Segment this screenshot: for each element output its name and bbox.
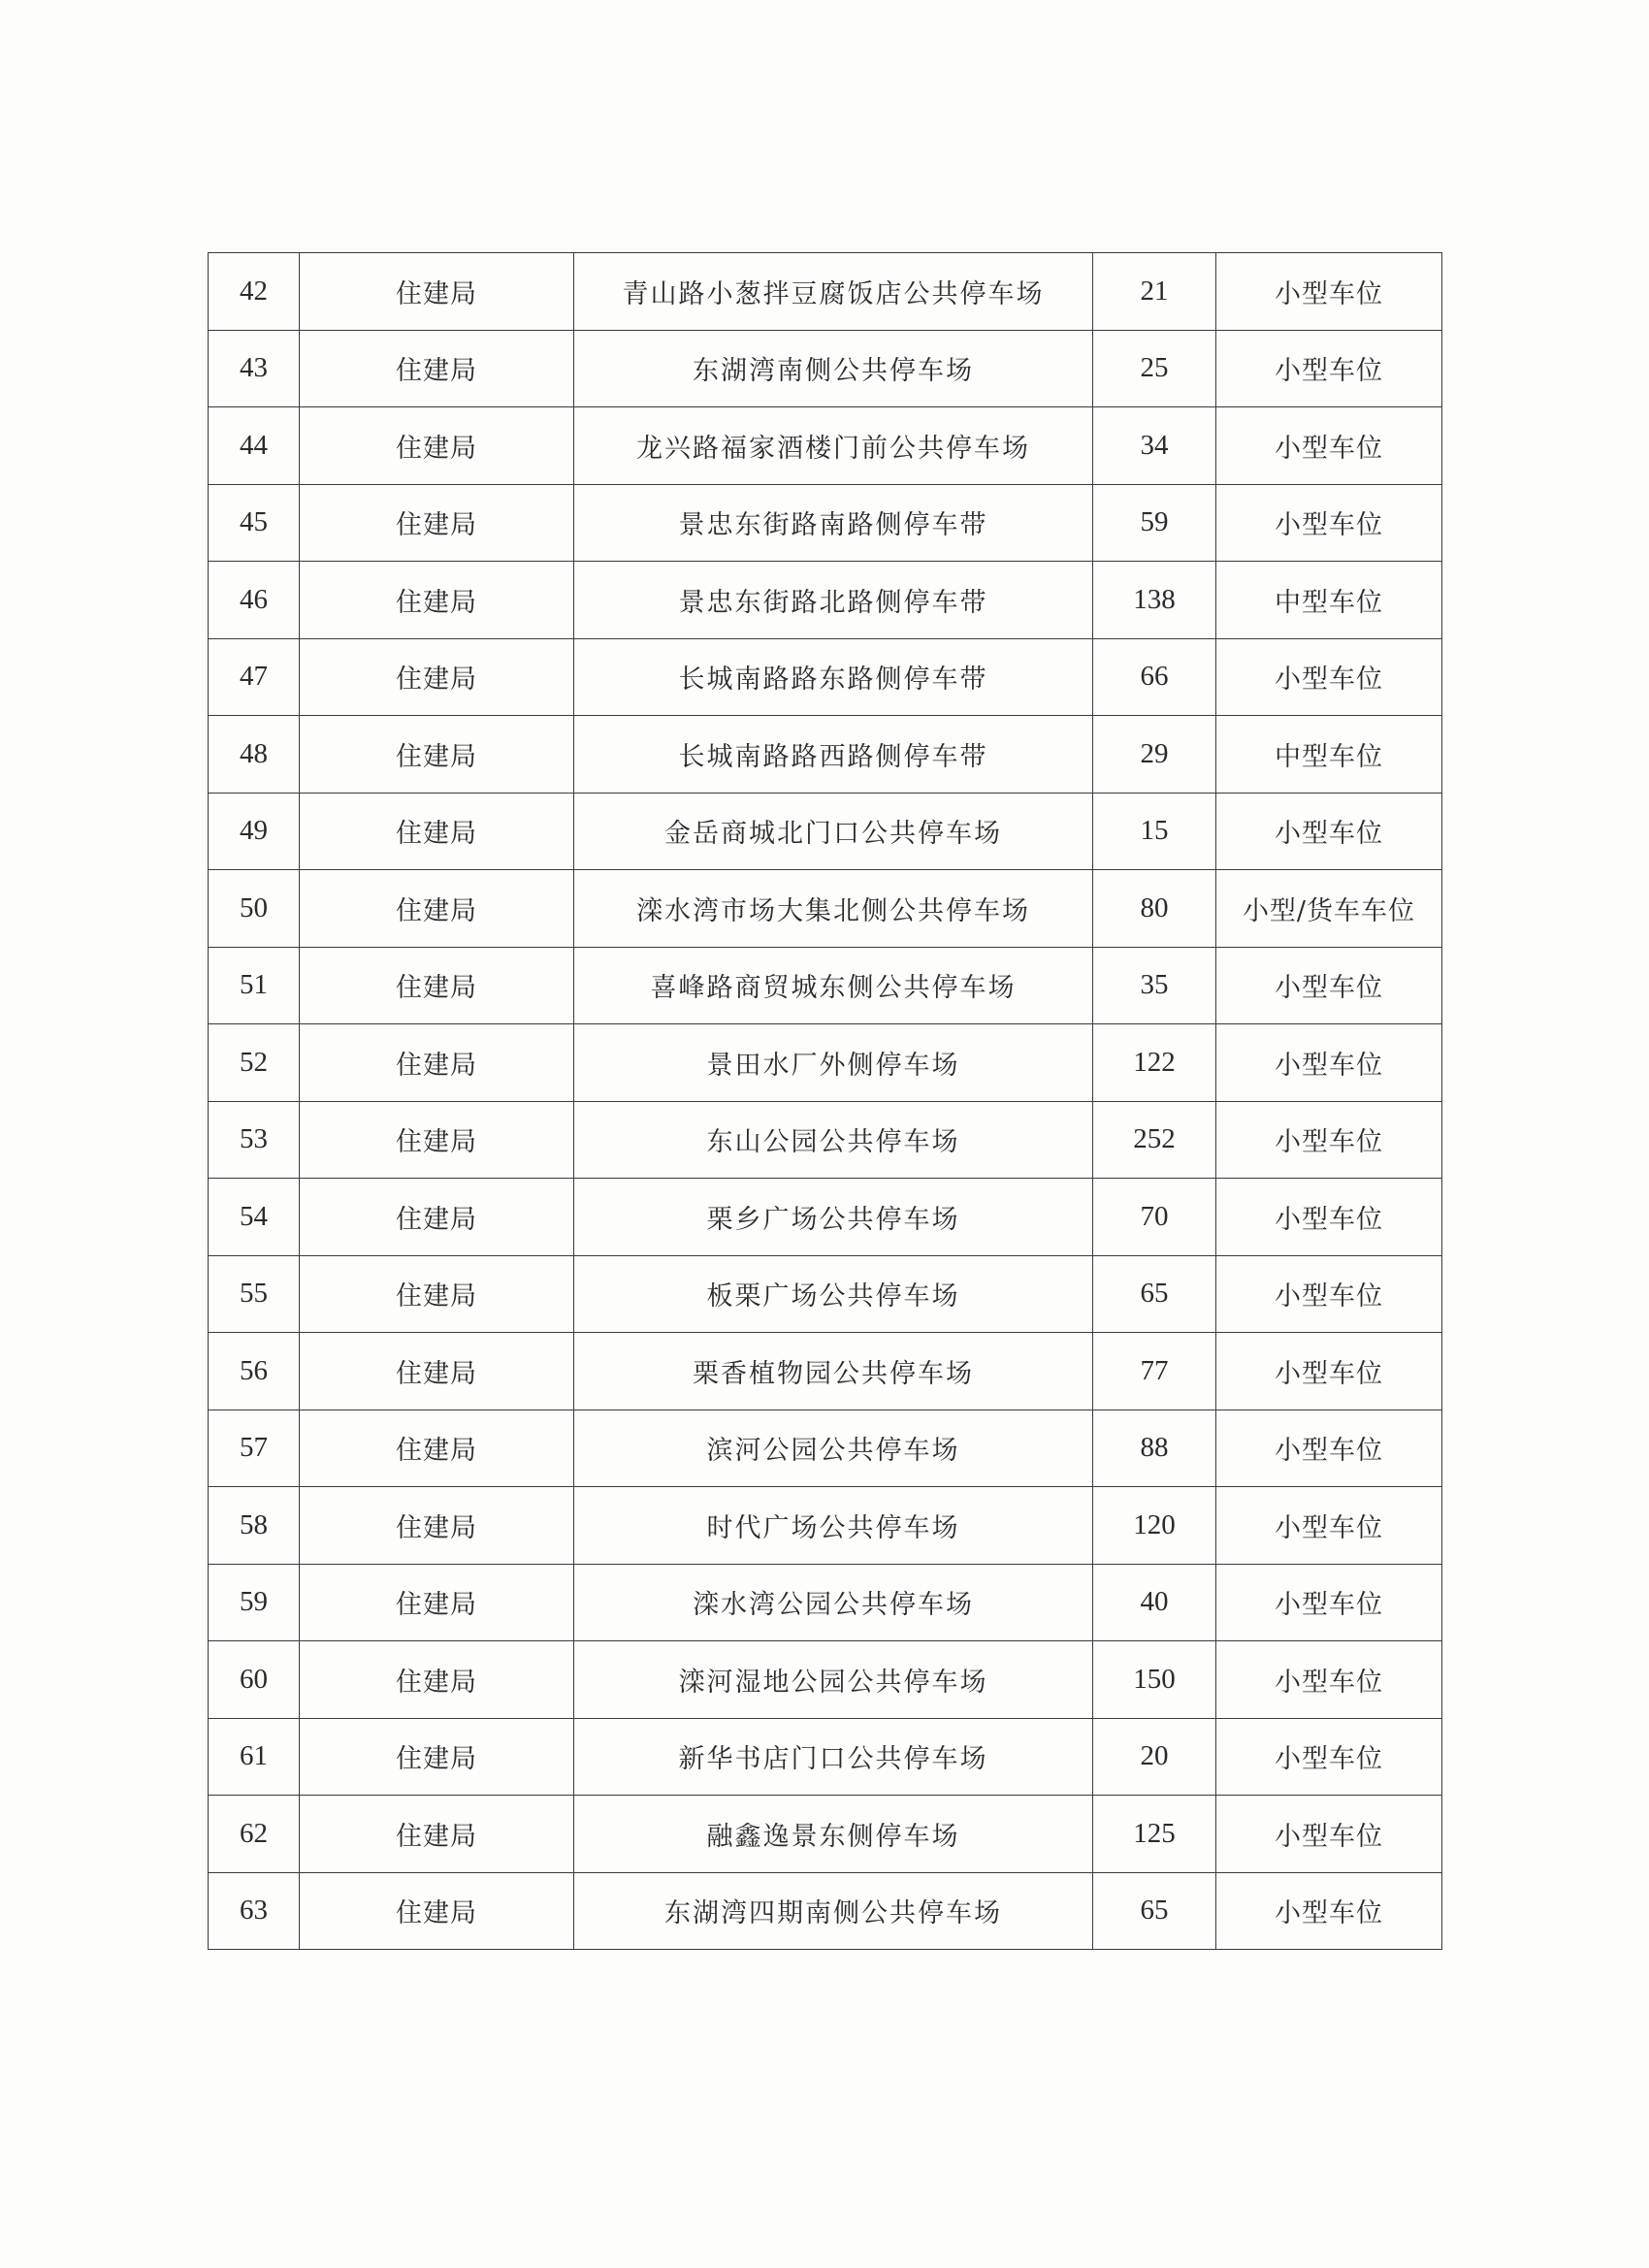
space-type-cell: 小型车位 — [1216, 1641, 1442, 1719]
space-count-cell: 252 — [1093, 1101, 1216, 1179]
row-number-cell: 50 — [209, 870, 300, 948]
space-count-cell: 65 — [1093, 1872, 1216, 1950]
parking-lot-name-cell: 融鑫逸景东侧停车场 — [574, 1796, 1093, 1873]
parking-lot-name-cell: 东湖湾南侧公共停车场 — [574, 330, 1093, 407]
parking-lot-name-cell: 金岳商城北门口公共停车场 — [574, 793, 1093, 870]
space-count-cell: 15 — [1093, 793, 1216, 870]
department-cell: 住建局 — [300, 793, 574, 870]
department-cell: 住建局 — [300, 1872, 574, 1950]
space-type-cell: 小型/货车车位 — [1216, 870, 1442, 948]
space-count-cell: 88 — [1093, 1409, 1216, 1487]
parking-table-container — [208, 252, 1441, 1950]
department-cell: 住建局 — [300, 1255, 574, 1333]
space-count-cell: 40 — [1093, 1564, 1216, 1641]
department-cell: 住建局 — [300, 1101, 574, 1179]
space-type-cell: 小型车位 — [1216, 1564, 1442, 1641]
row-number-cell: 56 — [209, 1333, 300, 1410]
space-type-cell: 小型车位 — [1216, 1255, 1442, 1333]
row-number-cell: 57 — [209, 1409, 300, 1487]
table-row — [209, 716, 1442, 794]
space-type-cell: 小型车位 — [1216, 947, 1442, 1024]
parking-lot-name-cell: 栗香植物园公共停车场 — [574, 1333, 1093, 1410]
parking-lot-name-cell: 时代广场公共停车场 — [574, 1487, 1093, 1565]
space-type-cell: 小型车位 — [1216, 1179, 1442, 1256]
department-cell: 住建局 — [300, 253, 574, 331]
space-count-cell: 120 — [1093, 1487, 1216, 1565]
parking-lot-name-cell: 滦水湾市场大集北侧公共停车场 — [574, 870, 1093, 948]
parking-lot-name-cell: 滨河公园公共停车场 — [574, 1409, 1093, 1487]
table-row — [209, 638, 1442, 716]
department-cell: 住建局 — [300, 562, 574, 639]
parking-lot-name-cell: 景忠东街路南路侧停车带 — [574, 484, 1093, 562]
table-row — [209, 947, 1442, 1024]
parking-lot-name-cell: 栗乡广场公共停车场 — [574, 1179, 1093, 1256]
space-type-cell: 小型车位 — [1216, 638, 1442, 716]
row-number-cell: 43 — [209, 330, 300, 407]
table-row — [209, 1564, 1442, 1641]
row-number-cell: 46 — [209, 562, 300, 639]
parking-lot-name-cell: 景田水厂外侧停车场 — [574, 1024, 1093, 1102]
space-type-cell: 小型车位 — [1216, 407, 1442, 485]
row-number-cell: 62 — [209, 1796, 300, 1873]
row-number-cell: 52 — [209, 1024, 300, 1102]
row-number-cell: 60 — [209, 1641, 300, 1719]
space-count-cell: 59 — [1093, 484, 1216, 562]
department-cell: 住建局 — [300, 330, 574, 407]
table-row — [209, 1487, 1442, 1565]
space-count-cell: 34 — [1093, 407, 1216, 485]
table-row — [209, 1872, 1442, 1950]
row-number-cell: 61 — [209, 1718, 300, 1796]
space-type-cell: 小型车位 — [1216, 1718, 1442, 1796]
table-row — [209, 1333, 1442, 1410]
row-number-cell: 49 — [209, 793, 300, 870]
table-row — [209, 793, 1442, 870]
department-cell: 住建局 — [300, 716, 574, 794]
parking-lot-name-cell: 景忠东街路北路侧停车带 — [574, 562, 1093, 639]
space-count-cell: 70 — [1093, 1179, 1216, 1256]
space-count-cell: 65 — [1093, 1255, 1216, 1333]
space-type-cell: 小型车位 — [1216, 1333, 1442, 1410]
department-cell: 住建局 — [300, 484, 574, 562]
space-count-cell: 125 — [1093, 1796, 1216, 1873]
space-count-cell: 77 — [1093, 1333, 1216, 1410]
row-number-cell: 42 — [209, 253, 300, 331]
parking-lot-name-cell: 滦水湾公园公共停车场 — [574, 1564, 1093, 1641]
space-count-cell: 138 — [1093, 562, 1216, 639]
space-type-cell: 小型车位 — [1216, 1487, 1442, 1565]
parking-lot-table — [208, 252, 1442, 1950]
space-type-cell: 小型车位 — [1216, 253, 1442, 331]
row-number-cell: 55 — [209, 1255, 300, 1333]
table-row — [209, 562, 1442, 639]
table-row — [209, 1796, 1442, 1873]
parking-lot-name-cell: 喜峰路商贸城东侧公共停车场 — [574, 947, 1093, 1024]
space-type-cell: 中型车位 — [1216, 716, 1442, 794]
row-number-cell: 59 — [209, 1564, 300, 1641]
parking-lot-name-cell: 龙兴路福家酒楼门前公共停车场 — [574, 407, 1093, 485]
space-count-cell: 29 — [1093, 716, 1216, 794]
department-cell: 住建局 — [300, 1718, 574, 1796]
table-row — [209, 407, 1442, 485]
department-cell: 住建局 — [300, 1487, 574, 1565]
table-row — [209, 484, 1442, 562]
parking-lot-name-cell: 板栗广场公共停车场 — [574, 1255, 1093, 1333]
table-row — [209, 1718, 1442, 1796]
space-count-cell: 150 — [1093, 1641, 1216, 1719]
department-cell: 住建局 — [300, 638, 574, 716]
parking-lot-name-cell: 东山公园公共停车场 — [574, 1101, 1093, 1179]
parking-lot-name-cell: 新华书店门口公共停车场 — [574, 1718, 1093, 1796]
table-body — [209, 253, 1442, 1950]
parking-lot-name-cell: 青山路小葱拌豆腐饭店公共停车场 — [574, 253, 1093, 331]
space-count-cell: 35 — [1093, 947, 1216, 1024]
space-count-cell: 122 — [1093, 1024, 1216, 1102]
space-type-cell: 小型车位 — [1216, 793, 1442, 870]
parking-lot-name-cell: 长城南路路东路侧停车带 — [574, 638, 1093, 716]
space-type-cell: 小型车位 — [1216, 1872, 1442, 1950]
space-type-cell: 小型车位 — [1216, 1024, 1442, 1102]
parking-lot-name-cell: 东湖湾四期南侧公共停车场 — [574, 1872, 1093, 1950]
table-row — [209, 1641, 1442, 1719]
row-number-cell: 58 — [209, 1487, 300, 1565]
table-row — [209, 1024, 1442, 1102]
department-cell: 住建局 — [300, 1564, 574, 1641]
space-count-cell: 21 — [1093, 253, 1216, 331]
department-cell: 住建局 — [300, 1409, 574, 1487]
department-cell: 住建局 — [300, 1024, 574, 1102]
row-number-cell: 51 — [209, 947, 300, 1024]
space-type-cell: 小型车位 — [1216, 1409, 1442, 1487]
space-type-cell: 中型车位 — [1216, 562, 1442, 639]
department-cell: 住建局 — [300, 1179, 574, 1256]
row-number-cell: 47 — [209, 638, 300, 716]
table-row — [209, 1409, 1442, 1487]
space-type-cell: 小型车位 — [1216, 484, 1442, 562]
table-row — [209, 1179, 1442, 1256]
department-cell: 住建局 — [300, 407, 574, 485]
department-cell: 住建局 — [300, 1796, 574, 1873]
table-row — [209, 1101, 1442, 1179]
table-row — [209, 330, 1442, 407]
row-number-cell: 45 — [209, 484, 300, 562]
space-count-cell: 80 — [1093, 870, 1216, 948]
department-cell: 住建局 — [300, 1333, 574, 1410]
table-row — [209, 1255, 1442, 1333]
department-cell: 住建局 — [300, 947, 574, 1024]
space-type-cell: 小型车位 — [1216, 1101, 1442, 1179]
table-row — [209, 253, 1442, 331]
row-number-cell: 44 — [209, 407, 300, 485]
space-count-cell: 66 — [1093, 638, 1216, 716]
row-number-cell: 53 — [209, 1101, 300, 1179]
parking-lot-name-cell: 长城南路路西路侧停车带 — [574, 716, 1093, 794]
department-cell: 住建局 — [300, 870, 574, 948]
row-number-cell: 48 — [209, 716, 300, 794]
space-type-cell: 小型车位 — [1216, 1796, 1442, 1873]
department-cell: 住建局 — [300, 1641, 574, 1719]
space-type-cell: 小型车位 — [1216, 330, 1442, 407]
table-row — [209, 870, 1442, 948]
parking-lot-name-cell: 滦河湿地公园公共停车场 — [574, 1641, 1093, 1719]
row-number-cell: 54 — [209, 1179, 300, 1256]
row-number-cell: 63 — [209, 1872, 300, 1950]
space-count-cell: 25 — [1093, 330, 1216, 407]
space-count-cell: 20 — [1093, 1718, 1216, 1796]
